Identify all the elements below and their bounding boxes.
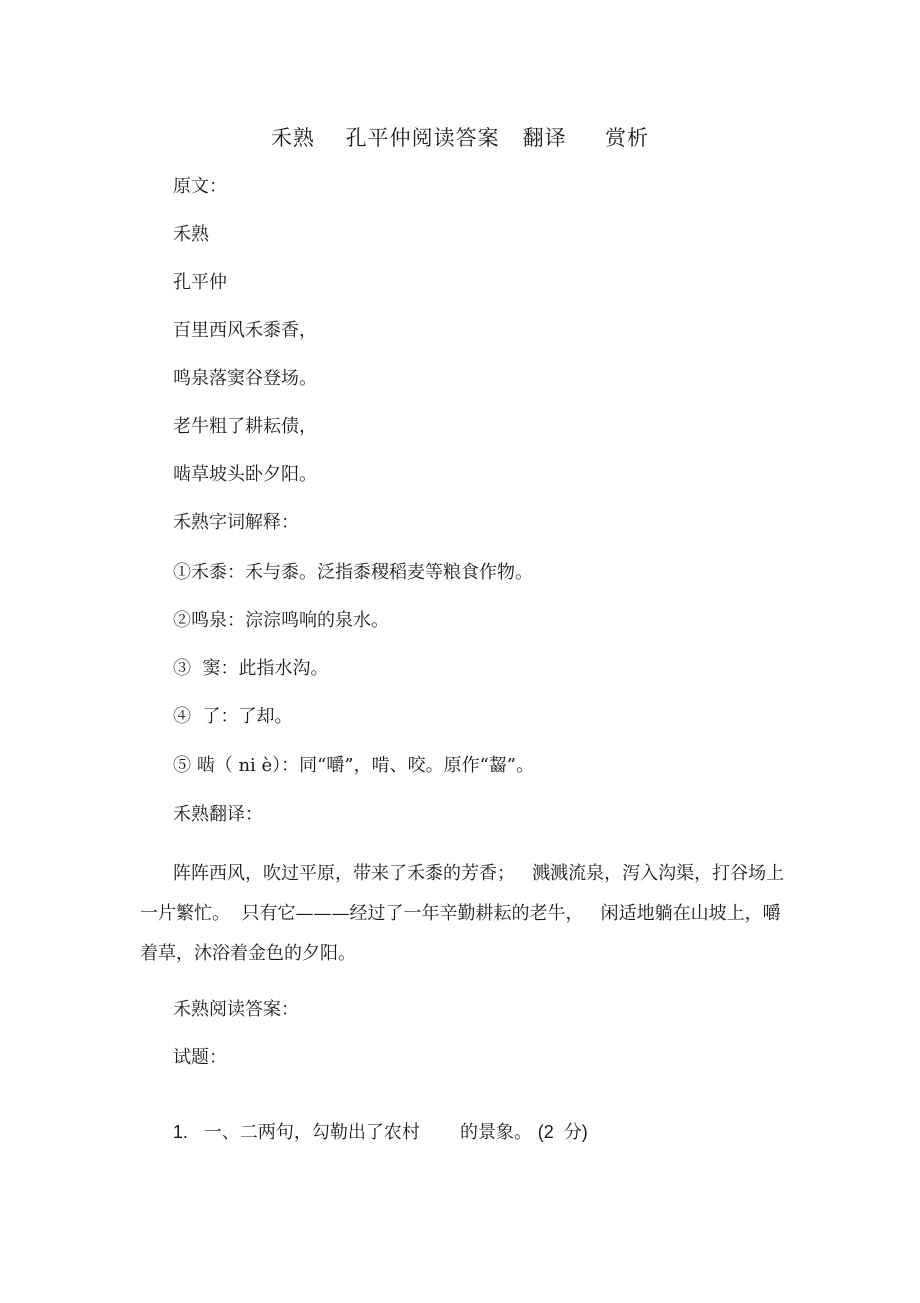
- glossary-item: ④ 了：了却。: [173, 706, 293, 727]
- poem-line: 老牛粗了耕耘债，: [173, 416, 317, 437]
- answer-label: 禾熟阅读答案：: [173, 999, 299, 1020]
- poem-line: 百里西风禾黍香，: [173, 320, 317, 341]
- glossary-item: ②鸣泉：淙淙鸣响的泉水。: [173, 610, 389, 631]
- glossary-label: 禾熟字词解释：: [173, 512, 299, 533]
- question-score: (2 分): [537, 1122, 588, 1142]
- poem-title: 禾熟: [173, 224, 209, 245]
- question-label: 试题：: [173, 1047, 227, 1068]
- question-number: 1.: [172, 1122, 188, 1142]
- question-1: [150, 1093, 588, 1172]
- document-title: 禾熟 孔平仲阅读答案 翻译 赏析: [270, 126, 650, 150]
- translation-label: 禾熟翻译：: [173, 804, 263, 825]
- translation-paragraph: 阵阵西风，吹过平原，带来了禾黍的芳香； 溅溅流泉，泻入沟渠，打谷场上一片繁忙。 只有它———经过了一年辛勤耕耘的老牛， 闲适地躺在山坡上，嚼着草，沐浴着金色的夕阳。: [140, 863, 785, 964]
- poem-line: 鸣泉落窦谷登场。: [173, 368, 317, 389]
- original-label: 原文：: [173, 176, 227, 197]
- glossary-item: ⑤ 啮（ ni è）：同“嚼”，啃、咬。原作“齧”。: [173, 755, 534, 776]
- poem-line: 啮草坡头卧夕阳。: [173, 464, 317, 485]
- glossary-item: ①禾黍：禾与黍。泛指黍稷稻麦等粮食作物。: [173, 562, 533, 583]
- poet-name: 孔平仲: [173, 272, 227, 293]
- glossary-item: ③ 窦：此指水沟。: [173, 658, 329, 679]
- question-text: 一、二两句，勾勒出了农村 的景象。: [203, 1122, 532, 1143]
